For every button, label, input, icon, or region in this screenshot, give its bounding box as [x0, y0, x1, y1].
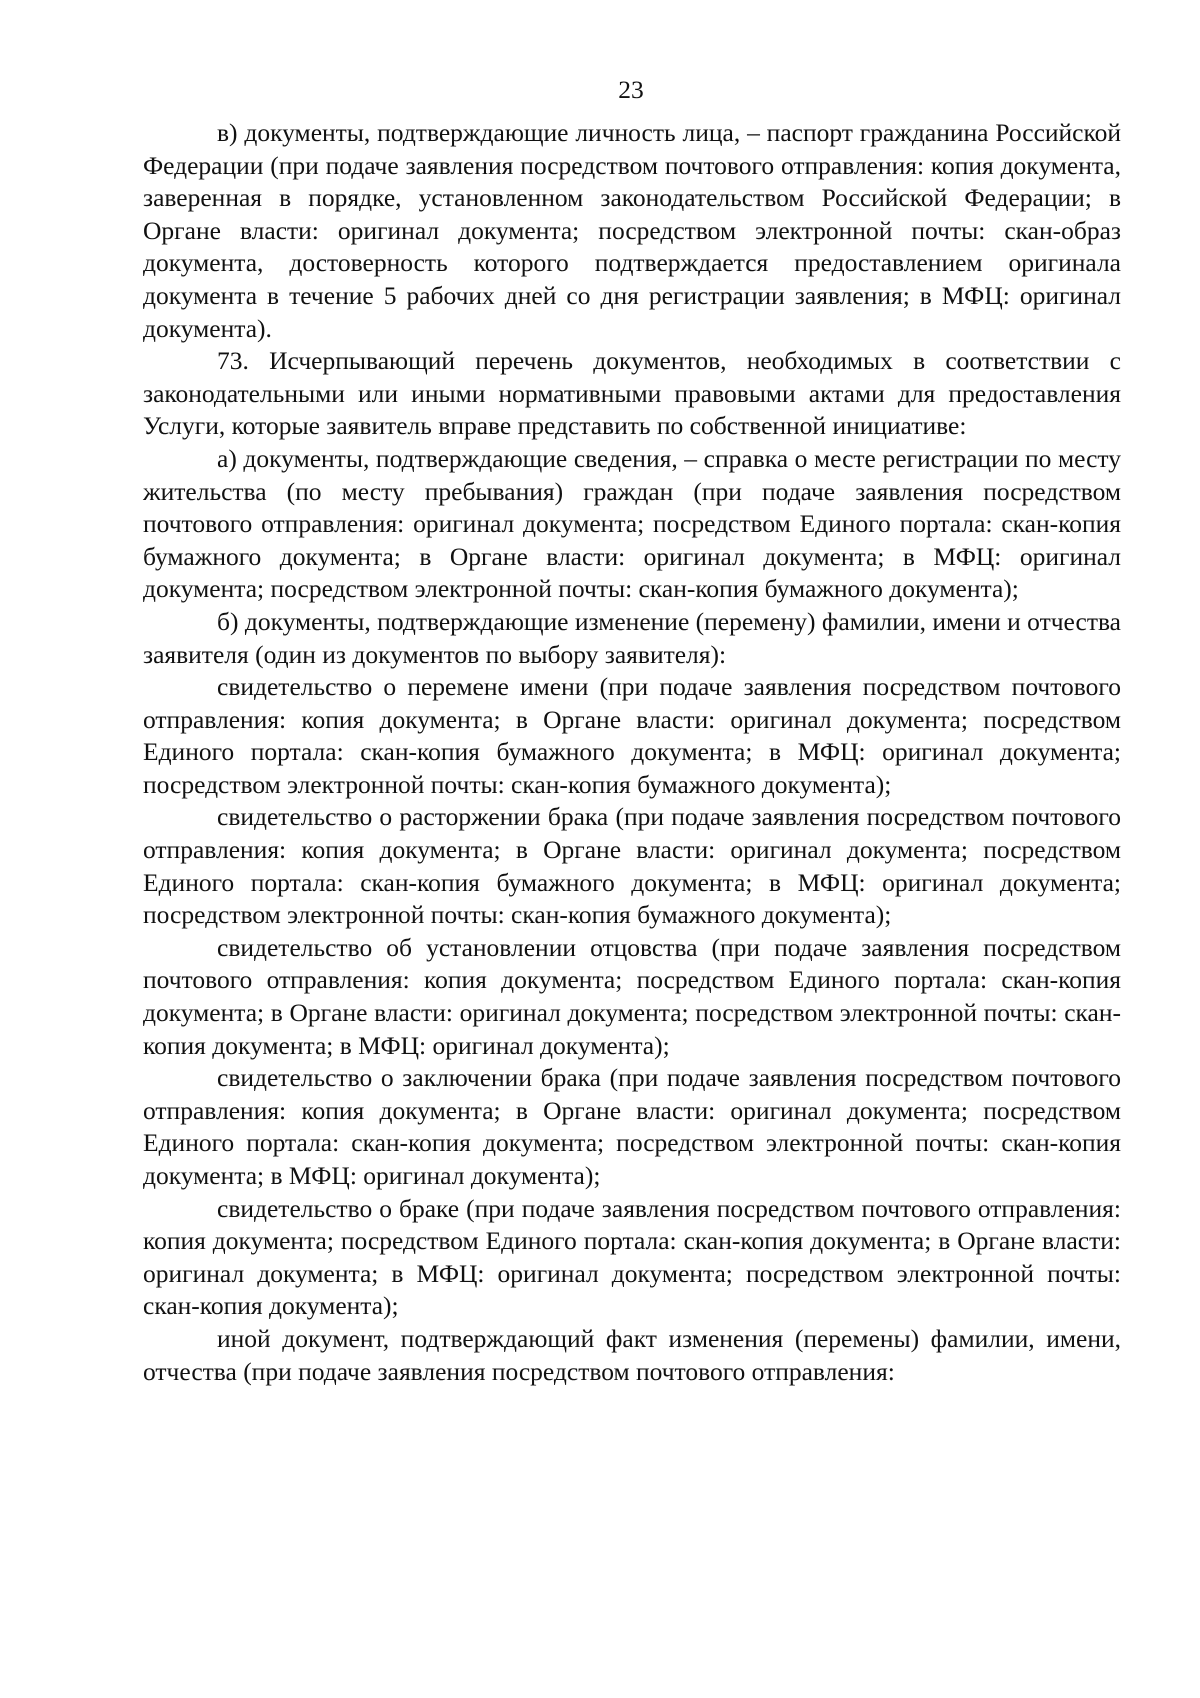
document-body — [143, 117, 1121, 1388]
paragraph-marriage-certificate: свидетельство о браке (при подаче заявления посредством почтового отправления: копия документа; посредством Единого портала: скан-копия документа; в Органе власти: оригинал документа; в МФЦ: оригинал документа; посредством электронной почты: скан-копия документа); — [143, 1193, 1121, 1321]
paragraph-identity-documents: в) документы, подтверждающие личность лица, – паспорт гражданина Российской Федерации (при подаче заявления посредством почтового отправления: копия документа, заверенная в порядке, установленном законодательством Российской Федерации; в Органе власти: оригинал документа; посредством электронной почты: скан-образ документа, достоверность которого подтверждается предоставлением оригинала документа в течение 5 рабочих дней со дня регистрации заявления; в МФЦ: оригинал документа). — [143, 118, 1121, 343]
paragraph-registration-certificate: а) документы, подтверждающие сведения, – справка о месте регистрации по месту жительства (по месту пребывания) граждан (при подаче заявления посредством почтового отправления: оригинал документа; посредством Единого портала: скан-копия бумажного документа; в Органе власти: оригинал документа; в МФЦ: оригинал документа; посредством электронной почты: скан-копия бумажного документа); — [143, 443, 1121, 604]
paragraph-name-change-certificate: свидетельство о перемене имени (при подаче заявления посредством почтового отправления: копия документа; в Органе власти: оригинал документа; посредством Единого портала: скан-копия бумажного документа; в МФЦ: оригинал документа; посредством электронной почты: скан-копия бумажного документа); — [143, 672, 1121, 799]
paragraph-other-document: иной документ, подтверждающий факт изменения (перемены) фамилии, имени, отчества (при подаче заявления посредством почтового отправления: — [143, 1323, 1121, 1386]
paragraph-paternity-certificate: свидетельство об установлении отцовства (при подаче заявления посредством почтового отправления: копия документа; посредством Единого портала: скан-копия документа; в Органе власти: оригинал документа; посредством электронной почты: скан-копия документа; в МФЦ: оригинал документа); — [143, 932, 1121, 1060]
paragraph-item-73: 73. Исчерпывающий перечень документов, необходимых в соответствии с законодательными или иными нормативными правовыми актами для предоставления Услуги, которые заявитель вправе представить по собственной инициативе: — [143, 346, 1121, 441]
paragraph-name-change-documents: б) документы, подтверждающие изменение (перемену) фамилии, имени и отчества заявителя (один из документов по выбору заявителя): — [143, 606, 1121, 669]
paragraph-marriage-registration-certificate: свидетельство о заключении брака (при подаче заявления посредством почтового отправления: копия документа; в Органе власти: оригинал документа; посредством Единого портала: скан-копия документа; посредством электронной почты: скан-копия документа; в МФЦ: оригинал документа); — [143, 1063, 1121, 1190]
page-number: 23 — [618, 75, 644, 104]
paragraph-divorce-certificate: свидетельство о расторжении брака (при подаче заявления посредством почтового отправления: копия документа; в Органе власти: оригинал документа; посредством Единого портала: скан-копия бумажного документа; в МФЦ: оригинал документа; посредством электронной почты: скан-копия бумажного документа); — [143, 802, 1121, 930]
